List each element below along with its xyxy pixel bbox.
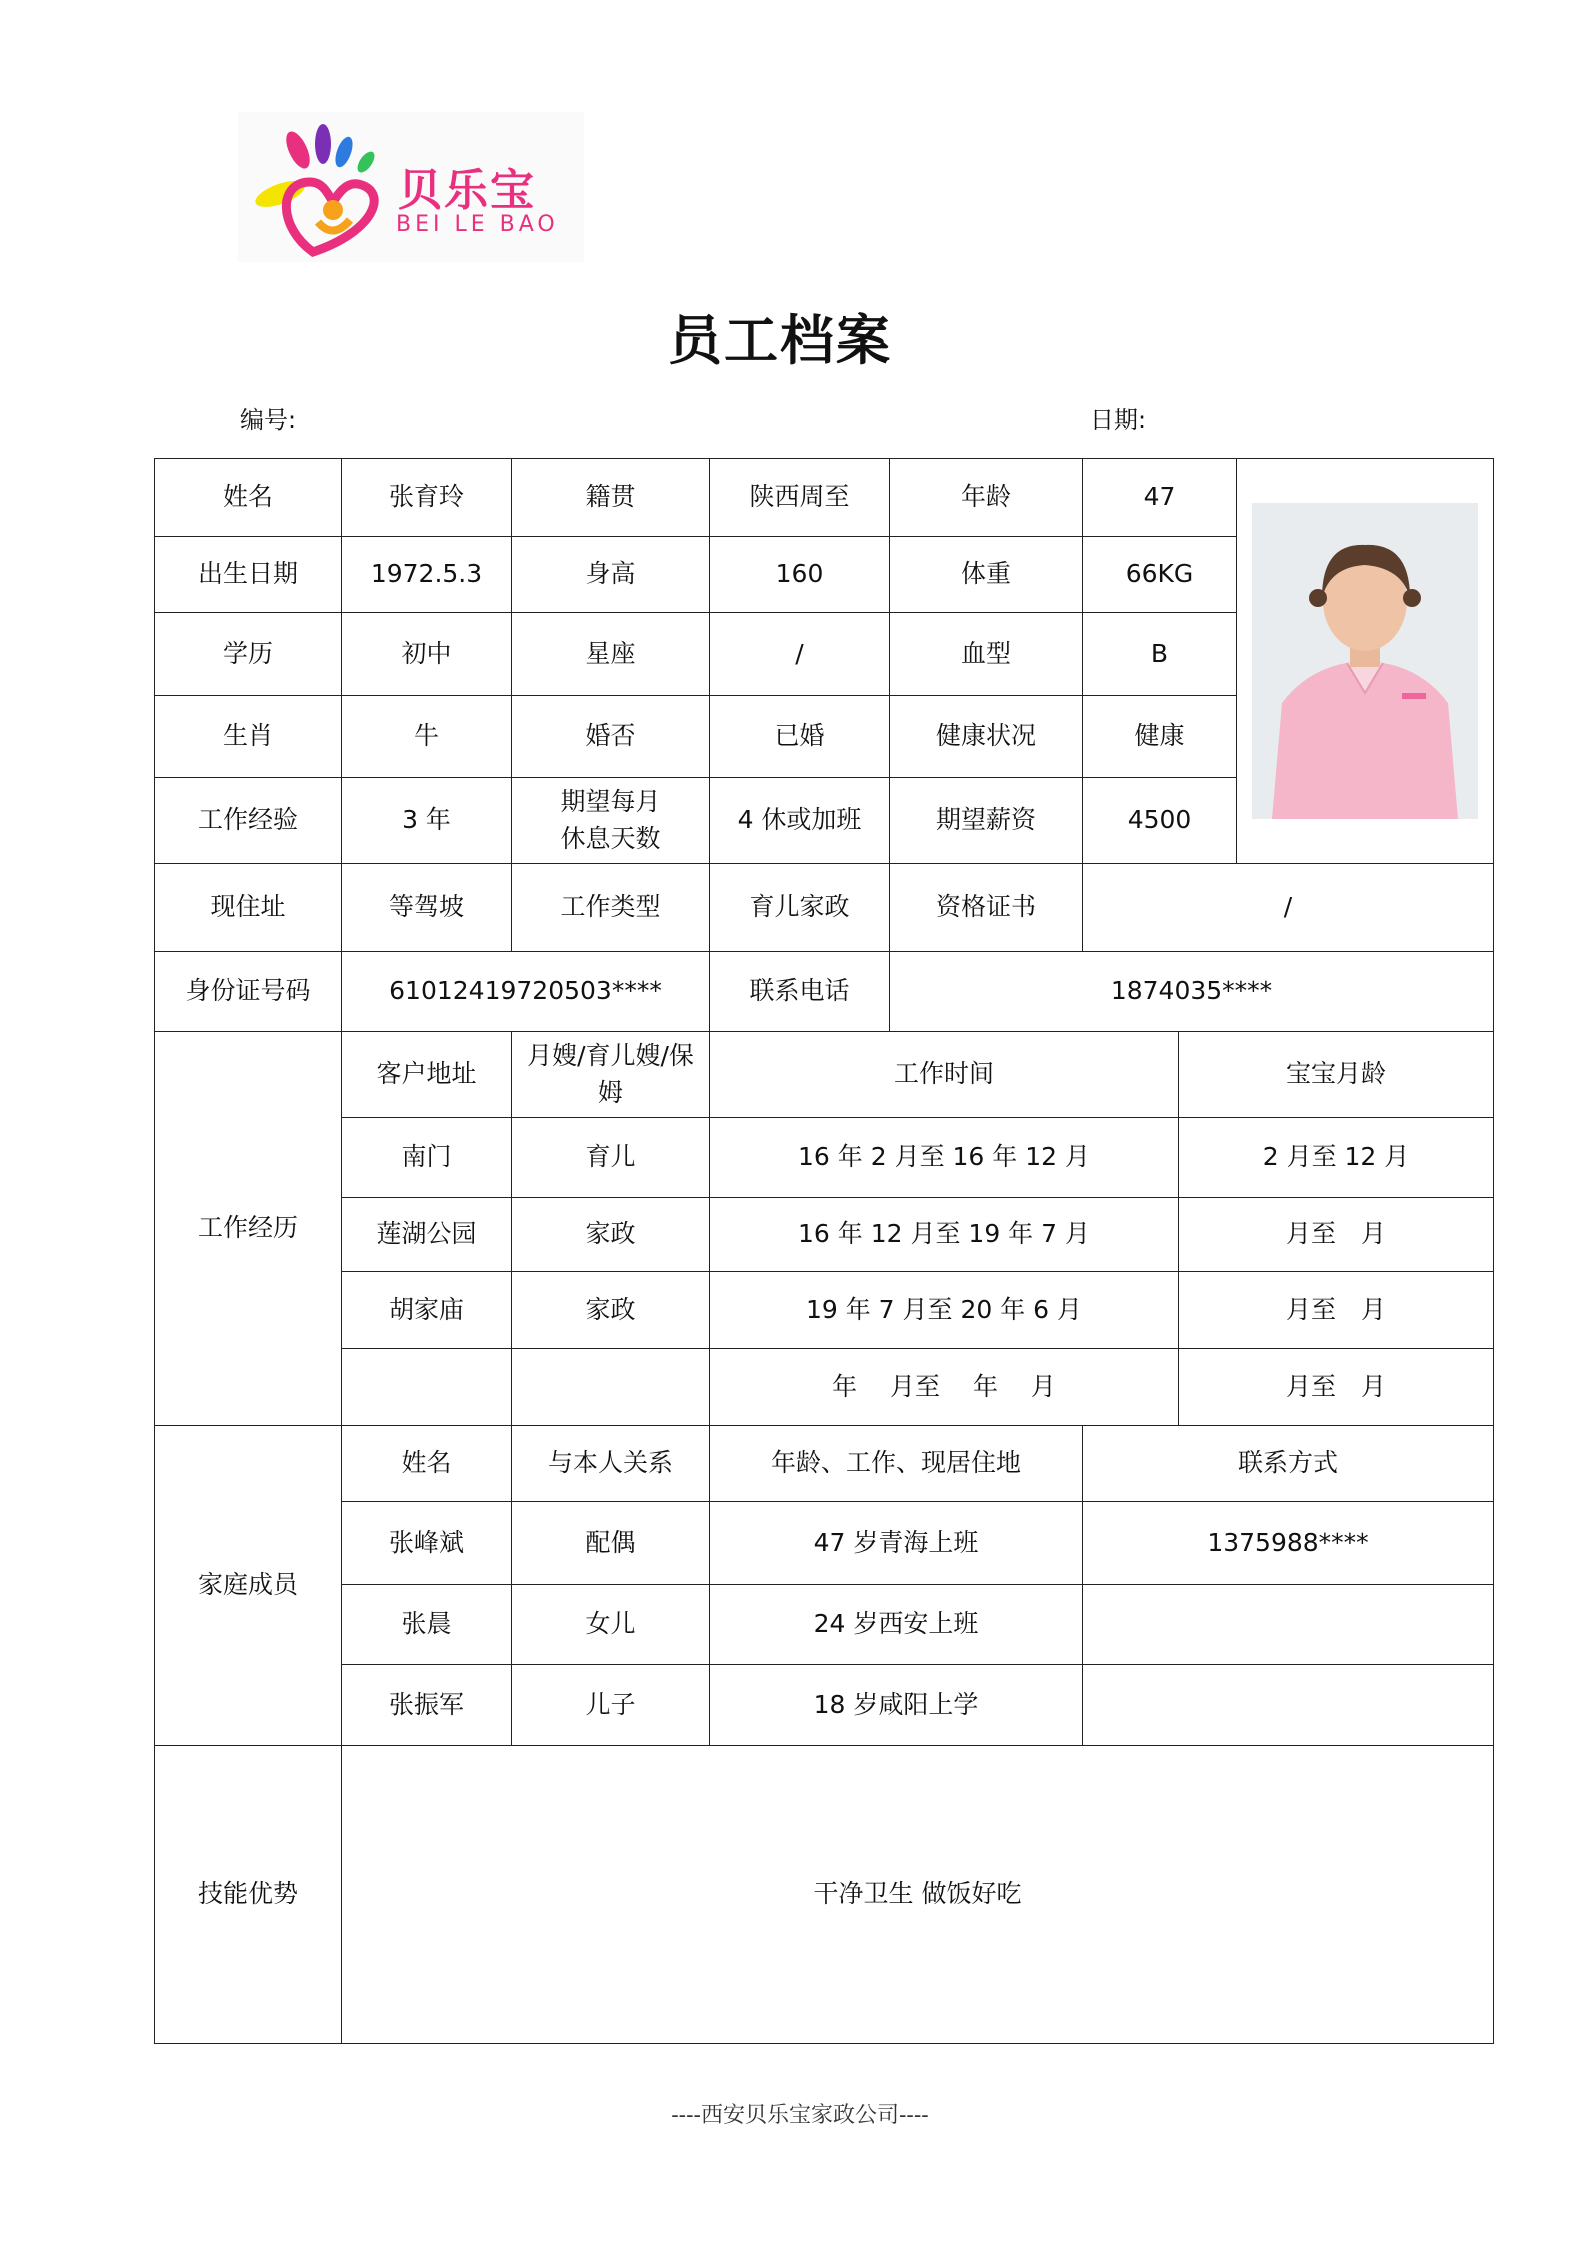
work-baby-age: 月至 月	[1179, 1198, 1494, 1272]
education-label: 学历	[155, 613, 342, 696]
phone-value: 1874035****	[890, 952, 1494, 1032]
family-name: 张峰斌	[342, 1502, 512, 1585]
salary-value: 4500	[1083, 778, 1237, 864]
page-title: 员工档案	[668, 309, 892, 372]
table-row	[155, 1118, 1494, 1198]
certificate-value: /	[1083, 864, 1494, 952]
family-contact: 1375988****	[1083, 1502, 1494, 1585]
serial-number-label: 编号:	[240, 406, 297, 434]
zodiac-label: 生肖	[155, 696, 342, 778]
work-header-time: 工作时间	[710, 1032, 1179, 1118]
work-header-role-line-1: 月嫂/育儿嫂/保	[527, 1041, 694, 1071]
zodiac-value: 牛	[342, 696, 512, 778]
blood-type-label: 血型	[890, 613, 1083, 696]
work-time: 19 年 7 月至 20 年 6 月	[710, 1272, 1179, 1349]
blood-type-value: B	[1083, 613, 1237, 696]
age-label: 年龄	[890, 459, 1083, 537]
work-role	[512, 1349, 710, 1426]
job-type-value: 育儿家政	[710, 864, 890, 952]
table-row	[155, 1502, 1494, 1585]
constellation-value: /	[710, 613, 890, 696]
family-label: 家庭成员	[155, 1426, 342, 1746]
birth-value: 1972.5.3	[342, 537, 512, 613]
work-address: 莲湖公园	[342, 1198, 512, 1272]
rest-days-label	[512, 778, 710, 864]
marital-label: 婚否	[512, 696, 710, 778]
work-time: 16 年 2 月至 16 年 12 月	[710, 1118, 1179, 1198]
work-address: 南门	[342, 1118, 512, 1198]
birth-label: 出生日期	[155, 537, 342, 613]
family-relation: 配偶	[512, 1502, 710, 1585]
company-logo	[238, 112, 584, 262]
employee-record-table	[154, 458, 1494, 2044]
employee-photo	[1252, 503, 1478, 819]
skills-label: 技能优势	[155, 1746, 342, 2044]
address-label: 现住址	[155, 864, 342, 952]
family-relation: 儿子	[512, 1665, 710, 1746]
table-row	[155, 1585, 1494, 1665]
work-address	[342, 1349, 512, 1426]
origin-label: 籍贯	[512, 459, 710, 537]
health-label: 健康状况	[890, 696, 1083, 778]
work-baby-age: 月至 月	[1179, 1349, 1494, 1426]
work-header-role	[512, 1032, 710, 1118]
logo-chinese-text: 贝乐宝	[398, 165, 536, 216]
family-contact	[1083, 1665, 1494, 1746]
family-name: 张晨	[342, 1585, 512, 1665]
health-value: 健康	[1083, 696, 1237, 778]
experience-label: 工作经验	[155, 778, 342, 864]
work-header-address: 客户地址	[342, 1032, 512, 1118]
weight-value: 66KG	[1083, 537, 1237, 613]
salary-label: 期望薪资	[890, 778, 1083, 864]
education-value: 初中	[342, 613, 512, 696]
family-header-info: 年龄、工作、现居住地	[710, 1426, 1083, 1502]
work-history-label: 工作经历	[155, 1032, 342, 1426]
family-info: 47 岁青海上班	[710, 1502, 1083, 1585]
work-baby-age: 2 月至 12 月	[1179, 1118, 1494, 1198]
work-role: 家政	[512, 1272, 710, 1349]
weight-label: 体重	[890, 537, 1083, 613]
family-header-contact: 联系方式	[1083, 1426, 1494, 1502]
origin-value: 陕西周至	[710, 459, 890, 537]
work-header-baby-age: 宝宝月龄	[1179, 1032, 1494, 1118]
phone-label: 联系电话	[710, 952, 890, 1032]
marital-value: 已婚	[710, 696, 890, 778]
work-role: 育儿	[512, 1118, 710, 1198]
age-value: 47	[1083, 459, 1237, 537]
table-row	[155, 1198, 1494, 1272]
photo-cell	[1237, 459, 1494, 864]
family-info: 24 岁西安上班	[710, 1585, 1083, 1665]
experience-value: 3 年	[342, 778, 512, 864]
work-time: 16 年 12 月至 19 年 7 月	[710, 1198, 1179, 1272]
address-value: 等驾坡	[342, 864, 512, 952]
family-relation: 女儿	[512, 1585, 710, 1665]
work-time: 年 月至 年 月	[710, 1349, 1179, 1426]
table-row	[155, 1349, 1494, 1426]
name-label: 姓名	[155, 459, 342, 537]
constellation-label: 星座	[512, 613, 710, 696]
id-number-value: 61012419720503****	[342, 952, 710, 1032]
work-baby-age: 月至 月	[1179, 1272, 1494, 1349]
certificate-label: 资格证书	[890, 864, 1083, 952]
work-header-role-line-2: 姆	[597, 1077, 623, 1107]
rest-days-label-line-1: 期望每月	[560, 787, 661, 817]
family-contact	[1083, 1585, 1494, 1665]
family-header-relation: 与本人关系	[512, 1426, 710, 1502]
height-value: 160	[710, 537, 890, 613]
table-row	[155, 1665, 1494, 1746]
work-role: 家政	[512, 1198, 710, 1272]
family-info: 18 岁咸阳上学	[710, 1665, 1083, 1746]
date-label: 日期:	[1090, 406, 1147, 434]
height-label: 身高	[512, 537, 710, 613]
family-header-name: 姓名	[342, 1426, 512, 1502]
logo-english-text: BEI LE BAO	[396, 212, 559, 237]
name-value: 张育玲	[342, 459, 512, 537]
skills-value: 干净卫生 做饭好吃	[342, 1746, 1494, 2044]
work-address: 胡家庙	[342, 1272, 512, 1349]
job-type-label: 工作类型	[512, 864, 710, 952]
table-row	[155, 1272, 1494, 1349]
family-name: 张振军	[342, 1665, 512, 1746]
company-footer: ----西安贝乐宝家政公司----	[671, 2103, 929, 2128]
id-number-label: 身份证号码	[155, 952, 342, 1032]
rest-days-label-line-2: 休息天数	[560, 823, 661, 853]
logo-mark-icon	[238, 112, 398, 262]
rest-days-value: 4 休或加班	[710, 778, 890, 864]
